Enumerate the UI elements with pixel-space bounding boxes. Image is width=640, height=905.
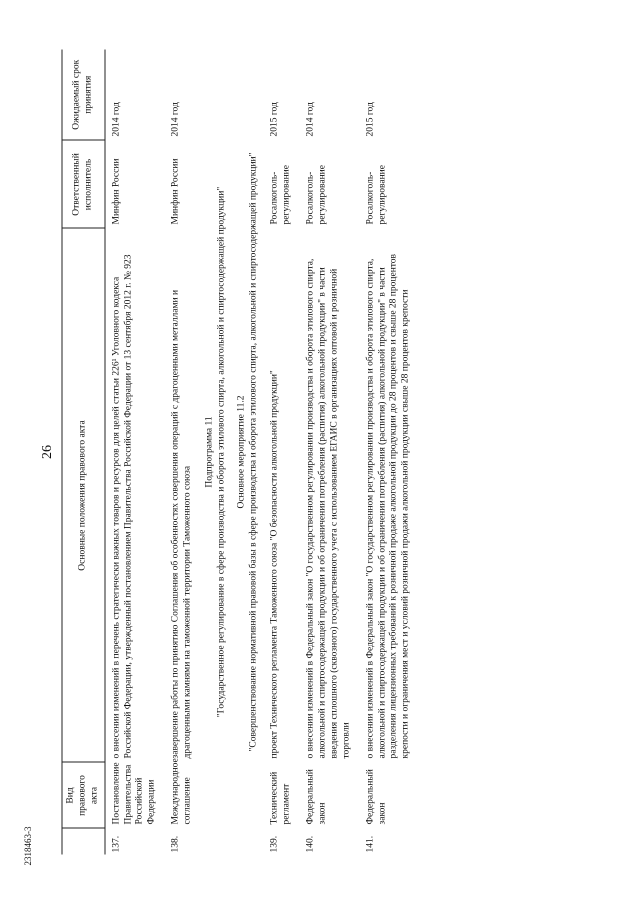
expected-term: 2015 год <box>364 102 375 137</box>
row-number: 137. <box>110 835 121 853</box>
subprogram-heading <box>200 50 232 855</box>
expected-term: 2014 год <box>110 102 121 137</box>
subprogram-name: "Государственное регулирование в сфере производства и оборота этилового спирта, алкогольной и спиртосодержащей продукции" <box>215 186 226 718</box>
act-type: Международное соглашение <box>170 758 192 825</box>
act-provisions: о внесении изменений в Федеральный закон "О государственном регулировании производства и оборота этилового спирта, алкогольной и спиртосодержащей продукции и об ограничении потребления (распития) алкогольной продукции" в части разделения лицензионных требований к розничной продаже алкогольной продукции до 28 процентов и свыше 28 процентов крепости и ограничения мест и условий розничной продажи алкогольной продукции свыше 28 процентов крепости <box>364 253 411 759</box>
act-type: Постановление Правительства Российской Федерации <box>110 762 157 825</box>
act-provisions: завершение работы по принятию Соглашения об особенностях совершения операций с драгоценными металлами и драгоценными камнями на таможенной территории Таможенного союза <box>170 289 192 759</box>
responsible-executor: Росалкоголь-регулирование <box>364 165 387 225</box>
subprogram-title: Подпрограмма 11 <box>203 416 214 488</box>
legal-acts-table <box>61 50 418 855</box>
responsible-executor: Росалкоголь-регулирование <box>269 165 292 225</box>
header-expected-term: Ожидаемый срок принятия <box>62 50 105 141</box>
expected-term: 2014 год <box>305 102 316 137</box>
act-type: Федеральный закон <box>305 769 327 825</box>
document-code: 2318463-3 <box>23 826 33 866</box>
header-act-type: Вид правового акта <box>62 763 105 829</box>
row-number: 140. <box>305 835 316 853</box>
measure-heading <box>232 50 264 855</box>
table-row <box>359 50 419 855</box>
expected-term: 2015 год <box>269 102 280 137</box>
measure-heading-row <box>232 50 264 855</box>
page-number: 26 <box>40 445 55 459</box>
rotated-table-wrapper <box>61 50 579 855</box>
responsible-executor: Минфин России <box>170 158 181 225</box>
table-row <box>263 50 299 855</box>
header-responsible: Ответственный исполнитель <box>62 141 105 229</box>
table-row <box>164 50 200 855</box>
row-number: 141. <box>364 835 375 853</box>
header-number <box>62 829 105 855</box>
act-provisions: о внесении изменений в перечень стратегически важных товаров и ресурсов для целей статьи 226¹ Уголовного кодекса Российской Федерации, утвержденный постановлением Правительства Российской Федерации от 13 сентября 2012 г. № 923 <box>110 254 133 759</box>
row-number: 138. <box>170 835 181 853</box>
act-type: Технический регламент <box>269 771 292 825</box>
subprogram-heading-row <box>200 50 232 855</box>
act-type: Федеральный закон <box>364 769 387 825</box>
act-provisions: проект Технического регламента Таможенного союза "О безопасности алкогольной продукции" <box>269 370 280 759</box>
responsible-executor: Минфин России <box>110 158 121 225</box>
row-number: 139. <box>269 835 280 853</box>
expected-term: 2014 год <box>170 102 181 137</box>
measure-title: Основное мероприятие 11.2 <box>235 395 246 509</box>
table-row <box>104 50 164 855</box>
measure-name: "Совершенствование нормативной правовой базы в сфере производства и оборота этилового спирта, алкогольной и спиртосодержащей продукции" <box>247 152 258 752</box>
responsible-executor: Росалкоголь-регулирование <box>305 165 327 225</box>
table-row <box>299 50 359 855</box>
table-header-row <box>62 50 105 855</box>
act-provisions: о внесении изменений в Федеральный закон "О государственном регулировании производства и оборота этилового спирта, алкогольной и спиртосодержащей продукции и об ограничении потребления (распития) алкогольной продукции" в части введения сплошного (сквозного) государственного учета с использованием ЕГАИС в организациях оптовой и розничной торговли <box>305 258 351 759</box>
header-main-provisions: Основные положения правового акта <box>62 229 105 763</box>
